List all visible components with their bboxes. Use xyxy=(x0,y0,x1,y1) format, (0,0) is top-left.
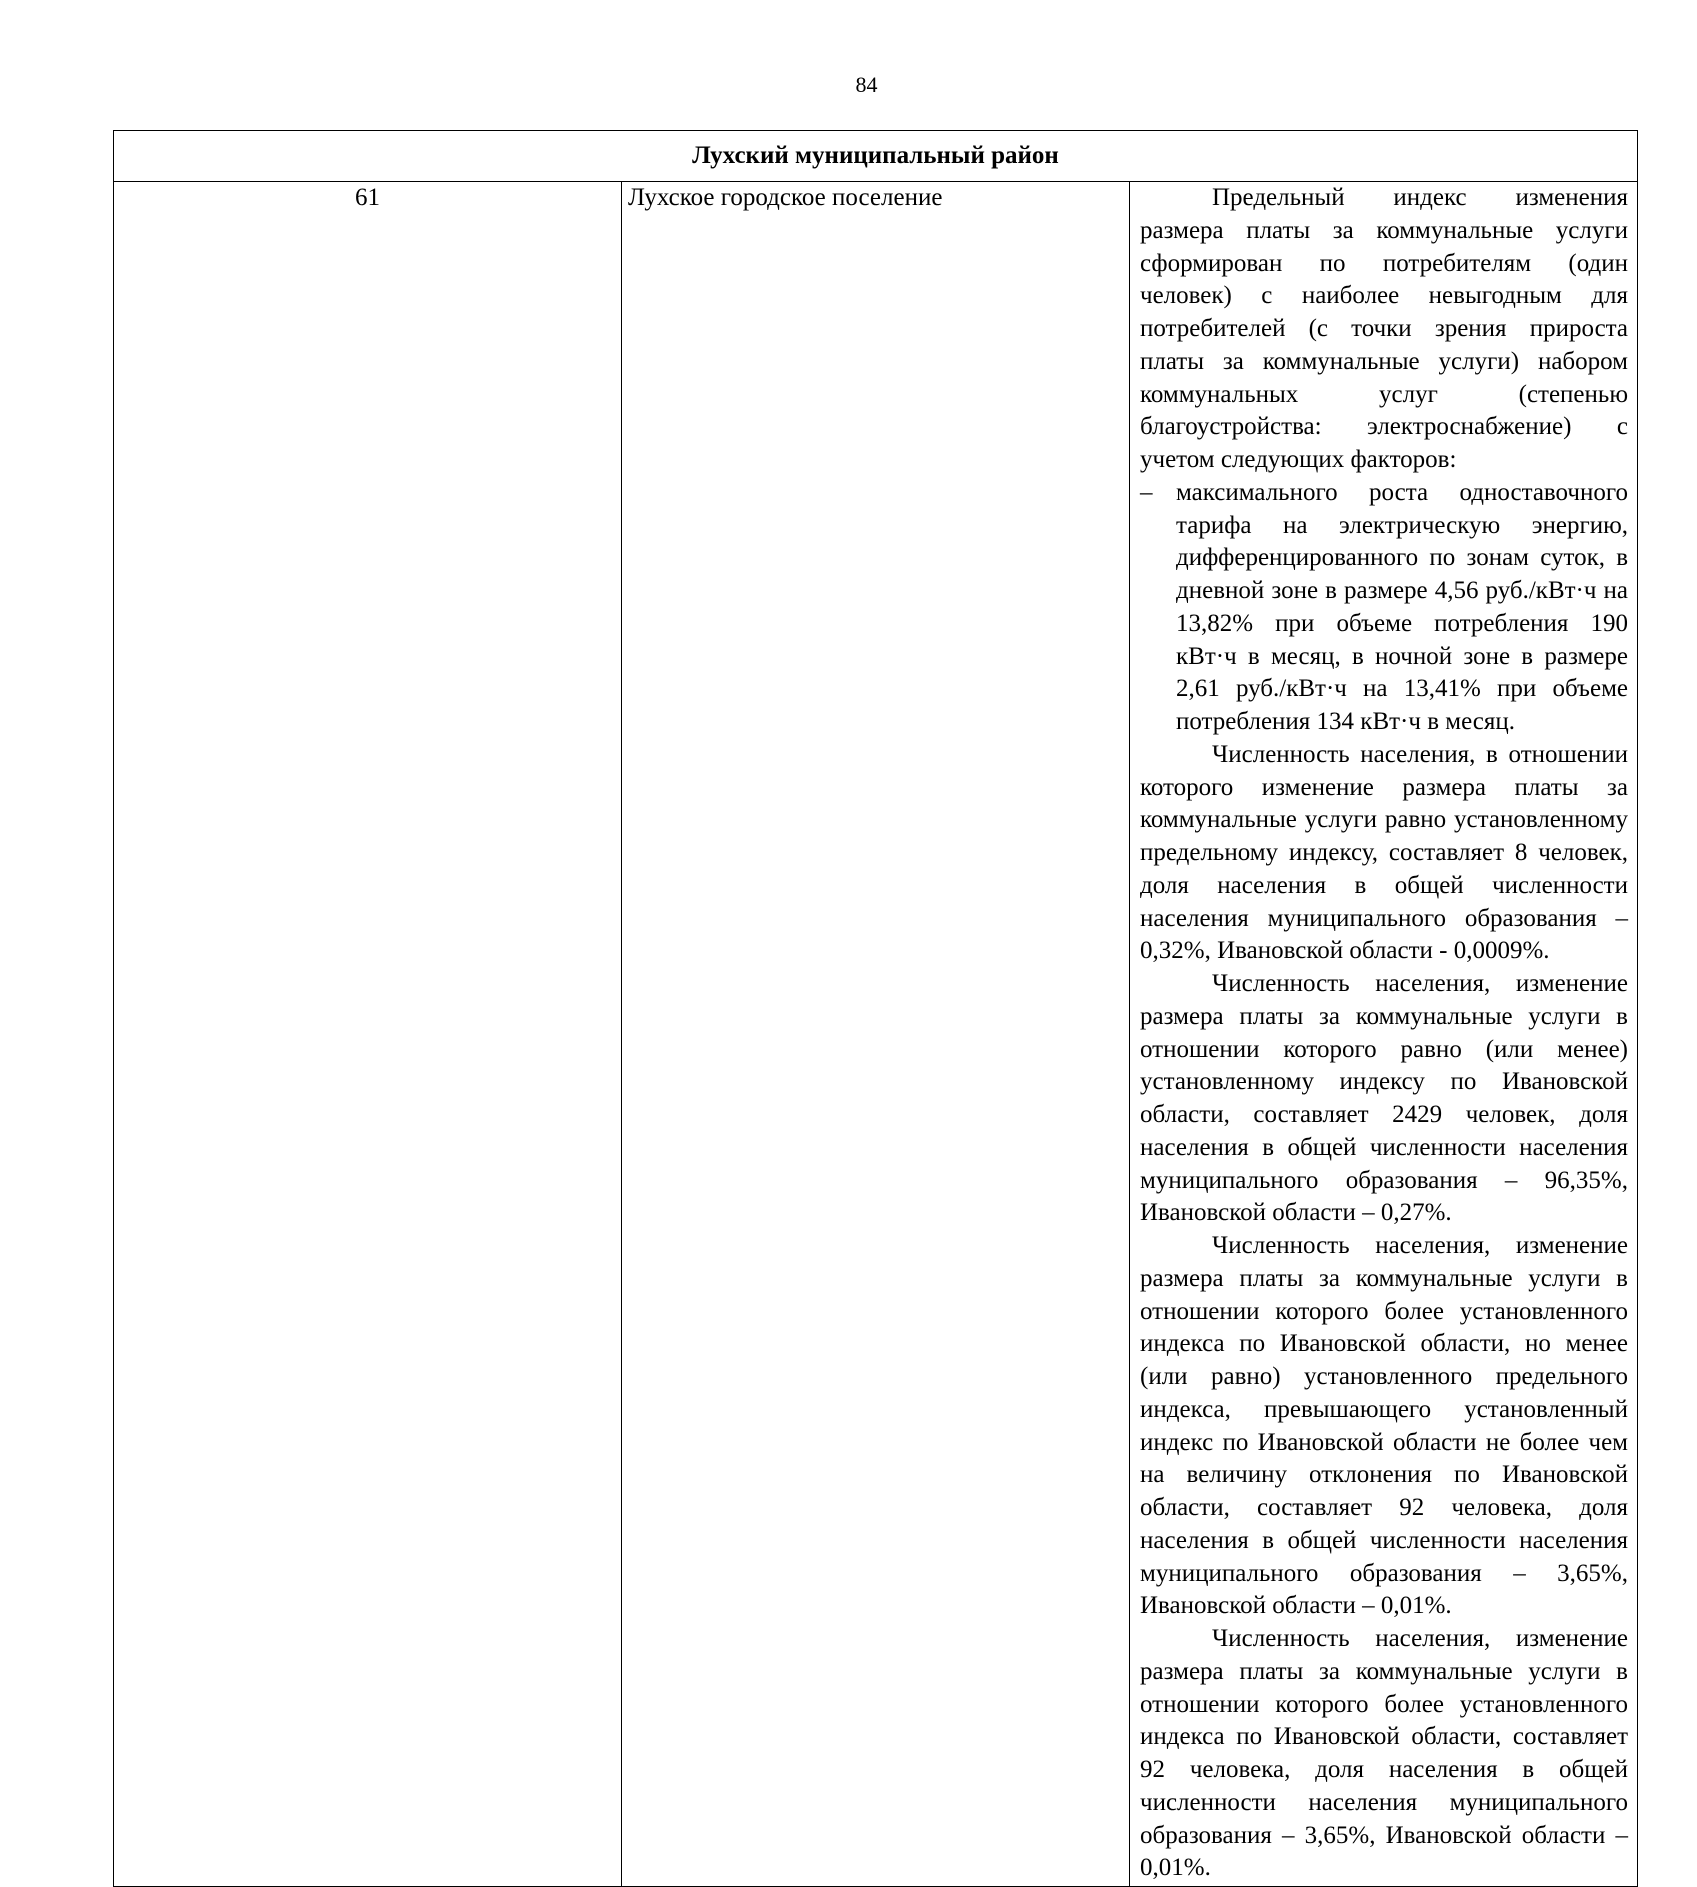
bullet-marker: – xyxy=(1140,478,1153,506)
district-header-row xyxy=(114,131,1638,182)
page-number: 84 xyxy=(855,72,878,97)
description-cell xyxy=(1130,182,1638,1887)
table-row xyxy=(114,182,1638,1887)
factor-bullet xyxy=(1140,477,1628,739)
population-paragraph-4: Численность населения, изменение размера платы за коммунальные услуги в отношении которого более установленного индекса по Ивановской области, составляет 92 человека, доля населения в общей численности населения муниципального образования – 3,65%, Ивановской области – 0,01%. xyxy=(1140,1625,1628,1882)
tariff-index-table xyxy=(113,130,1638,1887)
settlement-name: Лухское городское поселение xyxy=(622,182,1130,1887)
intro-paragraph: Предельный индекс изменения размера платы за коммунальные услуги сформирован по потребителям (один человек) с наиболее невыгодным для потребителей (с точки зрения прироста платы за коммунальные услуги) набором коммунальных услуг (степенью благоустройства: электроснабжение) с учетом следующих факторов: xyxy=(1140,184,1628,473)
row-number: 61 xyxy=(114,182,622,1887)
district-title: Лухский муниципальный район xyxy=(114,131,1638,182)
population-paragraph-1: Численность населения, в отношении которого изменение размера платы за коммунальные услуги равно установленному предельному индексу, составляет 8 человек, доля населения в общей численности населения муниципального образования – 0,32%, Ивановской области - 0,0009%. xyxy=(1140,740,1628,965)
population-paragraph-2: Численность населения, изменение размера платы за коммунальные услуги в отношении которого равно (или менее) установленному индексу по Ивановской области, составляет 2429 человек, доля населения в общей численности населения муниципального образования – 96,35%, Ивановской области – 0,27%. xyxy=(1140,970,1628,1227)
population-paragraph-3: Численность населения, изменение размера платы за коммунальные услуги в отношении которого более установленного индекса по Ивановской области, но менее (или равно) установленного предельного индекса, превышающего установленный индекс по Ивановской области не более чем на величину отклонения по Ивановской области, составляет 92 человека, доля населения в общей численности населения муниципального образования – 3,65%, Ивановской области – 0,01%. xyxy=(1140,1232,1628,1620)
bullet-text: максимального роста одноставочного тарифа на электрическую энергию, дифференцированного по зонам суток, в дневной зоне в размере 4,56 руб./кВт·ч на 13,82% при объеме потребления 190 кВт·ч в месяц, в ночной зоне в размере 2,61 руб./кВт·ч на 13,41% при объеме потребления 134 кВт·ч в месяц. xyxy=(1176,478,1628,735)
